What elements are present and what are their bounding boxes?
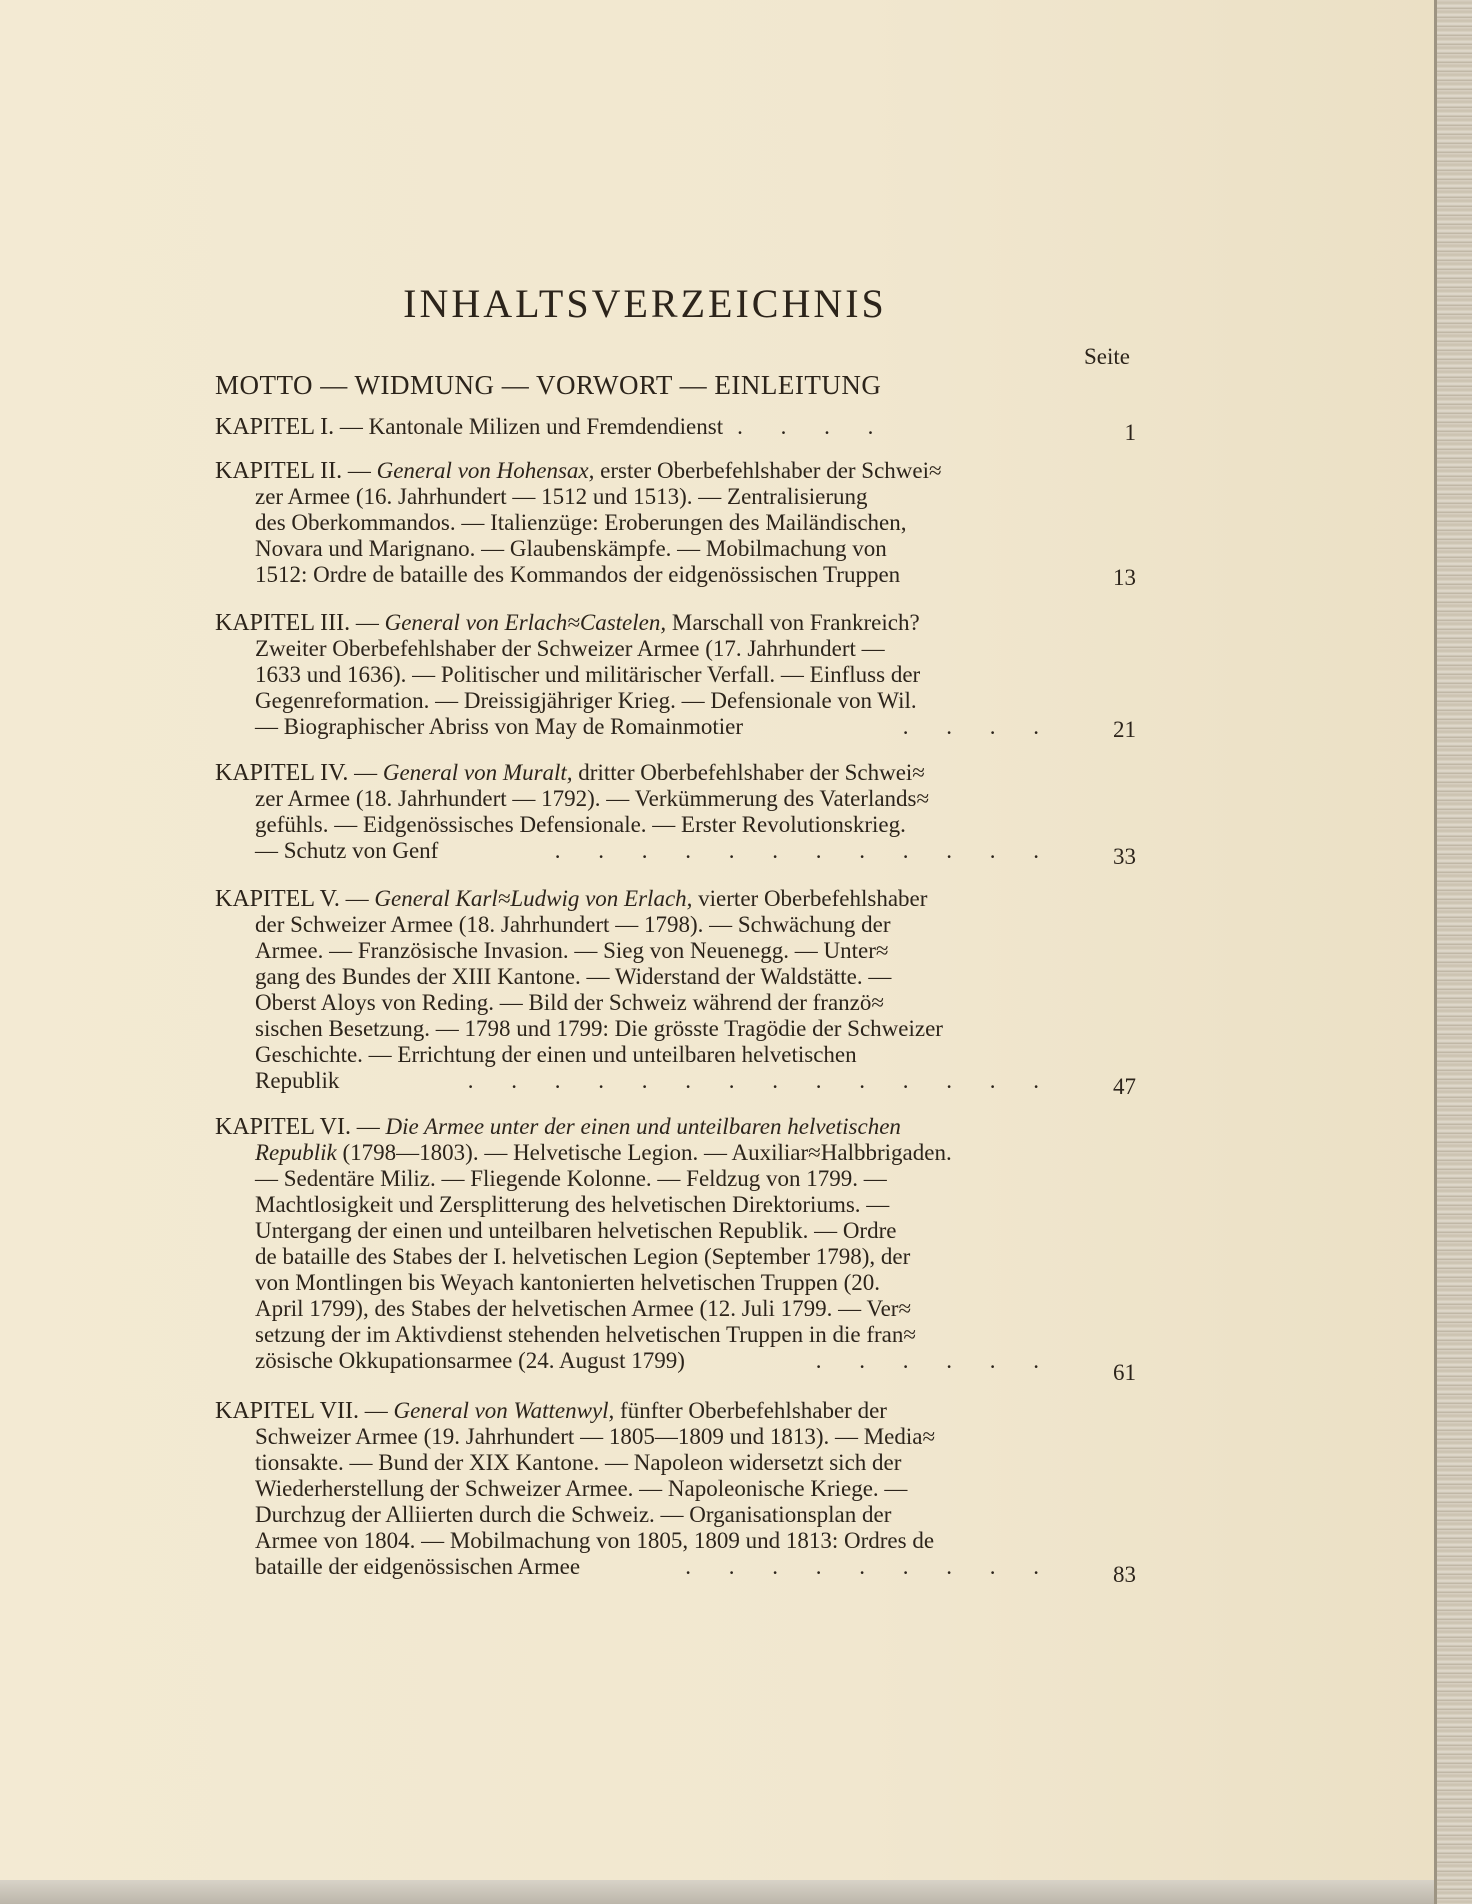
chapter-general: General von Wattenwyl, bbox=[393, 1398, 615, 1423]
toc-entry-heading bbox=[215, 458, 1055, 484]
toc-entry-heading-text: KAPITEL V. — General Karl≈Ludwig von Erlach, vierter Oberbefehlshaber bbox=[215, 886, 928, 912]
toc-entry-line bbox=[255, 1502, 1055, 1528]
toc-entry-line-text: Wiederherstellung der Schweizer Armee. — Napoleonische Kriege. — bbox=[255, 1476, 908, 1501]
toc-entry-line bbox=[255, 1528, 1055, 1554]
toc-entry-line-text: zösische Okkupationsarmee (24. August 1799) bbox=[255, 1348, 685, 1373]
dot-leader: . . . . . . . . . . . . . . bbox=[467, 1068, 1055, 1093]
toc-entry-line bbox=[255, 688, 1055, 714]
toc-page-number: 83 bbox=[1113, 1562, 1136, 1587]
toc-entry-line-text: setzung der im Aktivdienst stehenden helvetischen Truppen in die fran≈ bbox=[255, 1322, 916, 1347]
toc-entry-line bbox=[255, 484, 1055, 510]
toc-page-number: 33 bbox=[1113, 844, 1136, 869]
toc-entry-line-text: zer Armee (18. Jahrhundert — 1792). — Verkümmerung des Vaterlands≈ bbox=[255, 786, 930, 811]
toc-entry-heading-text bbox=[215, 414, 723, 440]
toc-entry-line bbox=[255, 1424, 1055, 1450]
chapter-general: Die Armee unter der einen und unteilbaren helvetischen bbox=[385, 1114, 901, 1139]
toc-entry-line bbox=[255, 912, 1055, 938]
toc-page-number: 21 bbox=[1113, 717, 1136, 742]
dot-leader: . . . . bbox=[737, 414, 890, 439]
toc-entry-line-text: bataille der eidgenössischen Armee bbox=[255, 1554, 581, 1579]
toc-entry-line bbox=[255, 1218, 1055, 1244]
toc-entry bbox=[215, 610, 1055, 740]
toc-entry-line-text: Durchzug der Alliierten durch die Schweiz. — Organisationsplan der bbox=[255, 1502, 892, 1527]
toc-entry-line bbox=[255, 1166, 1055, 1192]
toc-entry-line-text: Armee. — Französische Invasion. — Sieg von Neuenegg. — Unter≈ bbox=[255, 938, 889, 963]
chapter-heading-rest: fünfter Oberbefehlshaber der bbox=[620, 1398, 887, 1423]
toc-entry-heading-text: KAPITEL II. — General von Hohensax, erster Oberbefehlshaber der Schwei≈ bbox=[215, 458, 942, 484]
toc-entry bbox=[215, 760, 1055, 864]
page-title: INHALTSVERZEICHNIS bbox=[403, 281, 887, 326]
toc-entry-heading bbox=[215, 886, 1055, 912]
toc-entry-line bbox=[255, 964, 1055, 990]
intro-line: MOTTO — WIDMUNG — VORWORT — EINLEITUNG bbox=[215, 370, 882, 400]
toc-entry-heading-text: KAPITEL IV. — General von Muralt, dritter Oberbefehlshaber der Schwei≈ bbox=[215, 760, 925, 786]
toc-entry bbox=[215, 1114, 1055, 1374]
chapter-heading-rest: Marschall von Frankreich? bbox=[671, 610, 920, 635]
toc-page-number: 61 bbox=[1113, 1360, 1136, 1385]
toc-entry-line bbox=[255, 1476, 1055, 1502]
toc-entry-heading bbox=[215, 760, 1055, 786]
toc-entry-line bbox=[255, 1348, 1055, 1374]
chapter-general: General von Erlach≈Castelen, bbox=[384, 610, 667, 635]
chapter-general: General von Muralt, bbox=[382, 760, 573, 785]
toc-entry-line bbox=[255, 510, 1055, 536]
toc-entry-line bbox=[255, 838, 1055, 864]
toc-entry-line-text: Armee von 1804. — Mobilmachung von 1805, 1809 und 1813: Ordres de bbox=[255, 1528, 935, 1553]
toc-entry-line bbox=[255, 714, 1055, 740]
toc-entry bbox=[215, 414, 1055, 440]
toc-page-number: 13 bbox=[1113, 565, 1136, 590]
dot-leader: . . . . . . . . . bbox=[685, 1554, 1055, 1579]
toc-entry-line-text: von Montlingen bis Weyach kantonierten helvetischen Truppen (20. bbox=[255, 1270, 881, 1295]
page-column-label: Seite bbox=[1084, 344, 1130, 369]
toc-entry-line bbox=[255, 1554, 1055, 1580]
toc-entry-line-text: de bataille des Stabes der I. helvetischen Legion (September 1798), der bbox=[255, 1244, 911, 1269]
toc-entry-line-text: Republik (1798—1803). — Helvetische Legion. — Auxiliar≈Halbbrigaden. bbox=[255, 1140, 952, 1165]
toc-entry bbox=[215, 458, 1055, 588]
chapter-number: KAPITEL IV. bbox=[215, 760, 349, 786]
toc-entry-heading bbox=[215, 1398, 1055, 1424]
toc-entry-heading bbox=[215, 1114, 1055, 1140]
toc-entry-line bbox=[255, 812, 1055, 838]
toc-entry-line-text: Gegenreformation. — Dreissigjähriger Krieg. — Defensionale von Wil. bbox=[255, 688, 917, 713]
toc-entry-line-text: — Biographischer Abriss von May de Romainmotier bbox=[255, 714, 744, 739]
toc-entry-line bbox=[255, 1068, 1055, 1094]
toc-entry-line bbox=[255, 938, 1055, 964]
toc-entry-line-text: des Oberkommandos. — Italienzüge: Eroberungen des Mailändischen, bbox=[255, 510, 907, 535]
chapter-heading-rest: dritter Oberbefehlshaber der Schwei≈ bbox=[578, 760, 925, 785]
toc-entry-line bbox=[255, 1192, 1055, 1218]
toc-entry bbox=[215, 1398, 1055, 1580]
chapter-heading-rest: vierter Oberbefehlshaber bbox=[698, 886, 928, 911]
toc-entry-line bbox=[255, 1016, 1055, 1042]
chapter-heading-rest: — Kantonale Milizen und Fremdendienst bbox=[339, 414, 724, 439]
toc-entry-line bbox=[255, 1322, 1055, 1348]
toc-entry-line-text: Zweiter Oberbefehlshaber der Schweizer Armee (17. Jahrhundert — bbox=[255, 636, 885, 661]
toc-entry-line-text: 1512: Ordre de bataille des Kommandos der eidgenössischen Truppen bbox=[255, 562, 901, 587]
toc-entry-line bbox=[255, 1270, 1055, 1296]
toc-entry-line bbox=[255, 990, 1055, 1016]
toc-entry-line-text: Machtlosigkeit und Zersplitterung des helvetischen Direktoriums. — bbox=[255, 1192, 890, 1217]
toc-entry-line-text: zer Armee (16. Jahrhundert — 1512 und 1513). — Zentralisierung bbox=[255, 484, 868, 509]
chapter-number: KAPITEL III. bbox=[215, 610, 351, 636]
chapter-general: General von Hohensax, bbox=[376, 458, 595, 483]
page-bottom-edge bbox=[0, 1880, 1434, 1904]
chapter-number: KAPITEL V. bbox=[215, 886, 340, 912]
toc-entry-line bbox=[255, 562, 1055, 588]
toc-entry-line bbox=[255, 1140, 1055, 1166]
dot-leader: . . . . bbox=[902, 714, 1055, 739]
toc-entry-line-text: Novara und Marignano. — Glaubenskämpfe. — Mobilmachung von bbox=[255, 536, 887, 561]
toc-entry bbox=[215, 886, 1055, 1094]
toc-entry-line-text: der Schweizer Armee (18. Jahrhundert — 1798). — Schwächung der bbox=[255, 912, 891, 937]
toc-entry-line-text: April 1799), des Stabes der helvetischen Armee (12. Juli 1799. — Ver≈ bbox=[255, 1296, 912, 1321]
toc-entry-line-text: Republik bbox=[255, 1068, 340, 1093]
toc-entry-line-text: Oberst Aloys von Reding. — Bild der Schweiz während der franzö≈ bbox=[255, 990, 885, 1015]
toc-page-number: 47 bbox=[1113, 1074, 1136, 1099]
toc-entry-line bbox=[255, 662, 1055, 688]
toc-entry-line bbox=[255, 1296, 1055, 1322]
chapter-number: KAPITEL II. bbox=[215, 458, 343, 484]
dot-leader: . . . . . . . . . . . . bbox=[554, 838, 1055, 863]
chapter-number: KAPITEL VI. bbox=[215, 1114, 351, 1140]
toc-entry-line-text: Schweizer Armee (19. Jahrhundert — 1805—1809 und 1813). — Media≈ bbox=[255, 1424, 936, 1449]
toc-entry-line-text: Geschichte. — Errichtung der einen und unteilbaren helvetischen bbox=[255, 1042, 857, 1067]
toc-entry-line-text: sischen Besetzung. — 1798 und 1799: Die grösste Tragödie der Schweizer bbox=[255, 1016, 943, 1041]
toc-entry-line-text: gang des Bundes der XIII Kantone. — Widerstand der Waldstätte. — bbox=[255, 964, 892, 989]
toc-entry-line-text: Untergang der einen und unteilbaren helvetischen Republik. — Ordre bbox=[255, 1218, 897, 1243]
toc-page-number: 1 bbox=[1124, 420, 1136, 445]
toc-entry-line bbox=[255, 1450, 1055, 1476]
toc-entry-line bbox=[255, 1244, 1055, 1270]
toc-entry-line bbox=[255, 786, 1055, 812]
chapter-heading-rest: erster Oberbefehlshaber der Schwei≈ bbox=[600, 458, 942, 483]
toc-entry-line-text: gefühls. — Eidgenössisches Defensionale. — Erster Revolutionskrieg. bbox=[255, 812, 906, 837]
toc-entry-line-text: 1633 und 1636). — Politischer und militärischer Verfall. — Einfluss der bbox=[255, 662, 921, 687]
toc-entry-line bbox=[255, 1042, 1055, 1068]
chapter-number: KAPITEL VII. bbox=[215, 1398, 359, 1424]
toc-entry-line bbox=[255, 536, 1055, 562]
toc-entry-line-text: — Schutz von Genf bbox=[255, 838, 439, 863]
toc-entry-line bbox=[255, 636, 1055, 662]
toc-entry-heading-text: KAPITEL VII. — General von Wattenwyl, fünfter Oberbefehlshaber der bbox=[215, 1398, 887, 1424]
toc-entry-heading-text: KAPITEL III. — General von Erlach≈Castelen, Marschall von Frankreich? bbox=[215, 610, 920, 636]
toc-entry-line-text: tionsakte. — Bund der XIX Kantone. — Napoleon widersetzt sich der bbox=[255, 1450, 902, 1475]
toc-entry-heading-text: KAPITEL VI. — Die Armee unter der einen und unteilbaren helvetischen bbox=[215, 1114, 901, 1140]
toc-entry-heading bbox=[215, 414, 1055, 440]
chapter-general: Republik bbox=[255, 1140, 337, 1165]
chapter-general: General Karl≈Ludwig von Erlach, bbox=[374, 886, 693, 911]
toc-entry-line-text: — Sedentäre Miliz. — Fliegende Kolonne. — Feldzug von 1799. — bbox=[255, 1166, 887, 1191]
toc-entry-heading bbox=[215, 610, 1055, 636]
book-spine bbox=[1434, 0, 1472, 1904]
dot-leader: . . . . . . bbox=[815, 1348, 1055, 1373]
chapter-number: KAPITEL I. bbox=[215, 414, 335, 440]
